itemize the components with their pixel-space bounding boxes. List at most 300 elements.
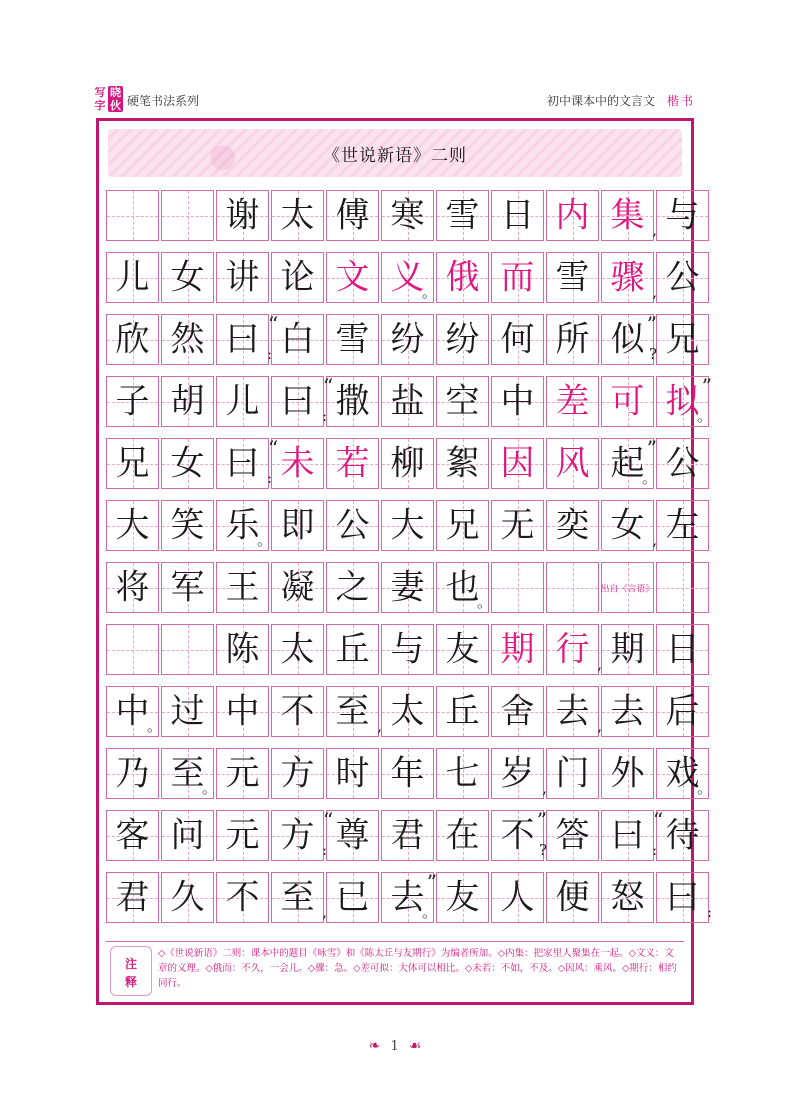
grid-cell bbox=[656, 500, 709, 551]
grid-cell bbox=[326, 190, 379, 241]
character: 过 bbox=[170, 690, 205, 731]
character: 公 bbox=[665, 256, 700, 297]
grid-cell bbox=[381, 810, 434, 861]
logo-right-text: 晓伙 bbox=[110, 86, 121, 112]
character: 门 bbox=[555, 752, 590, 793]
grid-cell bbox=[216, 252, 269, 303]
grid-cell bbox=[546, 810, 599, 861]
character: 儿 bbox=[225, 380, 260, 421]
character: 问 bbox=[170, 814, 205, 855]
grid-cell bbox=[601, 376, 654, 427]
series-title: 硬笔书法系列 bbox=[127, 94, 200, 108]
character: 盐 bbox=[390, 380, 425, 421]
annotation-box bbox=[106, 941, 684, 998]
character: 曰 bbox=[225, 442, 260, 483]
grid-cell bbox=[436, 438, 489, 489]
grid-cell bbox=[216, 624, 269, 675]
punctuation-mark: 。 bbox=[641, 469, 657, 487]
page-number: 1 bbox=[390, 1039, 399, 1054]
source-note: 出自《言语》 bbox=[600, 584, 655, 594]
punctuation-mark: , bbox=[377, 717, 382, 735]
grid-row bbox=[106, 314, 711, 365]
character: 元 bbox=[225, 814, 260, 855]
grid-cell bbox=[161, 376, 214, 427]
punctuation-mark: , bbox=[652, 221, 657, 239]
open-quote-mark: “ bbox=[323, 808, 334, 832]
grid-cell bbox=[106, 438, 159, 489]
highlighted-character: 可 bbox=[610, 380, 645, 421]
grid-cell bbox=[216, 314, 272, 365]
title-banner bbox=[108, 129, 682, 177]
logo-left-text: 写字 bbox=[94, 86, 106, 112]
grid-cell bbox=[381, 624, 434, 675]
character: 曰 bbox=[665, 876, 700, 917]
character: 之 bbox=[335, 566, 370, 607]
character: 君 bbox=[390, 814, 425, 855]
character: 不 bbox=[500, 814, 535, 855]
highlighted-character: 文 bbox=[335, 256, 370, 297]
grid-cell bbox=[216, 748, 269, 799]
character: 中 bbox=[115, 690, 150, 731]
character: 曰 bbox=[225, 318, 260, 359]
grid-cell bbox=[436, 252, 489, 303]
grid-cell bbox=[106, 190, 159, 241]
grid-cell bbox=[106, 748, 159, 799]
punctuation-mark: : bbox=[321, 841, 327, 859]
grid-row bbox=[106, 190, 711, 241]
character: 已 bbox=[335, 876, 370, 917]
punctuation-mark: , bbox=[597, 717, 602, 735]
grid-cell bbox=[161, 810, 214, 861]
highlighted-character: 而 bbox=[500, 256, 535, 297]
grid-cell bbox=[491, 314, 544, 365]
character: 大 bbox=[115, 504, 150, 545]
character: 王 bbox=[225, 566, 260, 607]
grid-cell bbox=[381, 190, 434, 241]
annotation-tag-char-2: 释 bbox=[124, 975, 137, 989]
grid-cell bbox=[106, 314, 159, 365]
character: 至 bbox=[280, 876, 315, 917]
highlighted-character: 若 bbox=[335, 442, 370, 483]
grid-cell bbox=[326, 624, 379, 675]
grid-row bbox=[106, 376, 711, 427]
grid-cell bbox=[106, 252, 159, 303]
character: 欣 bbox=[115, 318, 150, 359]
grid-cell bbox=[271, 810, 327, 861]
character: 乃 bbox=[115, 752, 150, 793]
character: 方 bbox=[280, 752, 315, 793]
close-quote-mark: ” bbox=[701, 374, 712, 398]
character: 不 bbox=[225, 876, 260, 917]
grid-cell bbox=[436, 810, 489, 861]
character: 凝 bbox=[280, 566, 315, 607]
punctuation-mark: 。 bbox=[696, 407, 712, 425]
character: 公 bbox=[335, 504, 370, 545]
character: 元 bbox=[225, 752, 260, 793]
grid-cell bbox=[546, 872, 599, 923]
character: 雪 bbox=[555, 256, 590, 297]
character: 乐 bbox=[225, 504, 260, 545]
grid-cell bbox=[381, 252, 437, 303]
grid-cell bbox=[601, 872, 654, 923]
grid-cell bbox=[656, 686, 709, 737]
character: 女 bbox=[170, 256, 205, 297]
character: 在 bbox=[445, 814, 480, 855]
character: 人 bbox=[500, 876, 535, 917]
grid-cell bbox=[656, 748, 712, 799]
character: 戏 bbox=[665, 752, 700, 793]
practice-frame bbox=[96, 118, 712, 1005]
character: 所 bbox=[555, 318, 590, 359]
grid-cell bbox=[326, 872, 379, 923]
character: 时 bbox=[335, 752, 370, 793]
highlighted-character: 拟 bbox=[665, 380, 700, 421]
grid-cell bbox=[601, 312, 657, 365]
highlighted-character: 骤 bbox=[610, 256, 645, 297]
grid-cell bbox=[656, 374, 712, 427]
character: 太 bbox=[280, 628, 315, 669]
highlighted-character: 期 bbox=[500, 628, 535, 669]
grid-cell bbox=[161, 624, 214, 675]
highlighted-character: 义 bbox=[390, 256, 425, 297]
grid-cell bbox=[436, 872, 489, 923]
character: 奕 bbox=[555, 504, 590, 545]
open-quote-mark: “ bbox=[268, 436, 279, 460]
highlighted-character: 行 bbox=[555, 628, 590, 669]
grid-cell bbox=[161, 438, 214, 489]
grid-cell bbox=[546, 500, 599, 551]
grid-cell bbox=[656, 314, 709, 365]
character: 也 bbox=[445, 566, 480, 607]
grid-cell bbox=[216, 190, 269, 241]
grid-cell bbox=[161, 190, 214, 241]
character: 起 bbox=[610, 442, 645, 483]
character: 方 bbox=[280, 814, 315, 855]
book-name: 初中课本中的文言文 bbox=[546, 94, 655, 108]
grid-cell bbox=[546, 190, 599, 241]
character: 不 bbox=[280, 690, 315, 731]
grid-cell bbox=[106, 686, 162, 737]
grid-cell bbox=[656, 190, 709, 241]
character: 与 bbox=[390, 628, 425, 669]
grid-cell bbox=[491, 500, 544, 551]
punctuation-mark: : bbox=[706, 903, 712, 921]
character: 左 bbox=[665, 504, 700, 545]
grid-cell bbox=[601, 624, 654, 675]
grid-cell bbox=[216, 500, 272, 551]
character: 中 bbox=[500, 380, 535, 421]
grid-cell bbox=[436, 624, 489, 675]
grid-cell bbox=[381, 870, 437, 923]
grid-cell bbox=[601, 748, 654, 799]
character: 曰 bbox=[610, 814, 645, 855]
highlighted-character: 集 bbox=[610, 194, 645, 235]
close-quote-mark: ” bbox=[646, 436, 657, 460]
character: 舍 bbox=[500, 690, 535, 731]
character: 寒 bbox=[390, 194, 425, 235]
grid-cell bbox=[326, 562, 379, 613]
grid-cell bbox=[326, 686, 382, 737]
character: 岁 bbox=[500, 752, 535, 793]
grid-cell bbox=[436, 190, 489, 241]
punctuation-mark: 。 bbox=[421, 903, 437, 921]
grid-cell bbox=[271, 500, 324, 551]
character: 怒 bbox=[610, 876, 645, 917]
grid-cell bbox=[271, 562, 324, 613]
grid-cell bbox=[271, 252, 324, 303]
grid-cell bbox=[601, 686, 654, 737]
grid-cell bbox=[601, 436, 657, 489]
page-footer bbox=[0, 1038, 790, 1054]
book-title bbox=[547, 92, 695, 109]
grid-cell bbox=[491, 686, 544, 737]
character: 去 bbox=[390, 876, 425, 917]
grid-cell bbox=[491, 252, 544, 303]
character: 女 bbox=[610, 504, 645, 545]
grid-cell bbox=[656, 252, 709, 303]
character: 即 bbox=[280, 504, 315, 545]
grid-cell bbox=[546, 624, 602, 675]
open-quote-mark: “ bbox=[653, 808, 664, 832]
grid-cell bbox=[491, 190, 544, 241]
character: 丘 bbox=[445, 690, 480, 731]
grid-row bbox=[106, 624, 711, 675]
character: 雪 bbox=[445, 194, 480, 235]
character: 七 bbox=[445, 752, 480, 793]
annotation-tag bbox=[110, 946, 152, 996]
character: 便 bbox=[555, 876, 590, 917]
character: 后 bbox=[665, 690, 700, 731]
grid-cell bbox=[436, 686, 489, 737]
open-quote-mark: “ bbox=[323, 374, 334, 398]
grid-cell bbox=[491, 562, 544, 613]
grid-cell bbox=[326, 438, 379, 489]
grid-cell bbox=[436, 748, 489, 799]
close-quote-mark: ” bbox=[646, 312, 657, 336]
character: 日 bbox=[665, 628, 700, 669]
character: 友 bbox=[445, 876, 480, 917]
highlighted-character: 俄 bbox=[445, 256, 480, 297]
grid-cell bbox=[268, 436, 324, 489]
character: 大 bbox=[390, 504, 425, 545]
character: 曰 bbox=[280, 380, 315, 421]
character: 何 bbox=[500, 318, 535, 359]
grid-cell bbox=[601, 500, 657, 551]
punctuation-mark: 。 bbox=[421, 283, 437, 301]
character: 女 bbox=[170, 442, 205, 483]
grid-cell bbox=[656, 872, 712, 923]
character: 胡 bbox=[170, 380, 205, 421]
highlighted-character: 未 bbox=[280, 442, 315, 483]
character: 兄 bbox=[665, 318, 700, 359]
character: 中 bbox=[225, 690, 260, 731]
character: 然 bbox=[170, 318, 205, 359]
grid-row bbox=[106, 438, 711, 489]
character: 傅 bbox=[335, 194, 370, 235]
character: 讲 bbox=[225, 256, 260, 297]
character: 子 bbox=[115, 380, 150, 421]
punctuation-mark: 。 bbox=[201, 779, 217, 797]
character: 撒 bbox=[335, 380, 370, 421]
grid-cell bbox=[381, 748, 434, 799]
grid-cell bbox=[161, 872, 214, 923]
close-quote-mark: ” bbox=[426, 870, 437, 894]
grid-cell bbox=[381, 562, 434, 613]
grid-cell bbox=[216, 376, 269, 427]
grid-cell bbox=[268, 312, 324, 365]
punctuation-mark: : bbox=[651, 841, 657, 859]
grid-cell bbox=[546, 438, 599, 489]
grid-cell bbox=[381, 438, 434, 489]
punctuation-mark: ? bbox=[538, 841, 547, 859]
grid-cell bbox=[106, 624, 159, 675]
punctuation-mark: : bbox=[266, 469, 272, 487]
lesson-title: 《世说新语》二则 bbox=[323, 146, 467, 166]
grid-cell bbox=[491, 872, 544, 923]
grid-cell bbox=[381, 376, 434, 427]
punctuation-mark: : bbox=[321, 407, 327, 425]
grid-cell bbox=[271, 190, 324, 241]
open-quote-mark: “ bbox=[268, 312, 279, 336]
annotation-tag-char-1: 注 bbox=[124, 957, 137, 971]
grid-cell bbox=[546, 252, 599, 303]
grid-cell bbox=[656, 438, 709, 489]
punctuation-mark: , bbox=[597, 655, 602, 673]
grid-cell bbox=[326, 314, 379, 365]
grid-cell bbox=[436, 562, 492, 613]
character: 雪 bbox=[335, 318, 370, 359]
script-style-label: 楷书 bbox=[666, 94, 695, 108]
grid-cell bbox=[271, 872, 327, 923]
character: 无 bbox=[500, 504, 535, 545]
ornament-right-icon: ☙ bbox=[408, 1038, 422, 1054]
highlighted-character: 风 bbox=[555, 442, 590, 483]
grid-cell bbox=[216, 686, 269, 737]
punctuation-mark: 。 bbox=[696, 779, 712, 797]
character: 柳 bbox=[390, 442, 425, 483]
grid-cell bbox=[323, 374, 379, 427]
grid-cell bbox=[271, 624, 324, 675]
character: 笑 bbox=[170, 504, 205, 545]
grid-cell bbox=[381, 314, 434, 365]
grid-cell bbox=[491, 748, 547, 799]
grid-cell bbox=[106, 500, 159, 551]
grid-cell bbox=[271, 748, 324, 799]
grid-cell bbox=[323, 808, 379, 861]
grid-cell bbox=[546, 686, 602, 737]
character: 答 bbox=[555, 814, 590, 855]
page-header bbox=[93, 86, 695, 112]
character: 尊 bbox=[335, 814, 370, 855]
grid-cell bbox=[216, 562, 269, 613]
character: 白 bbox=[280, 318, 315, 359]
grid-cell bbox=[436, 314, 489, 365]
grid-cell bbox=[491, 808, 547, 861]
character: 兄 bbox=[445, 504, 480, 545]
grid-cell bbox=[106, 810, 159, 861]
character: 谢 bbox=[225, 194, 260, 235]
grid-cell bbox=[161, 748, 217, 799]
character: 纷 bbox=[390, 318, 425, 359]
grid-cell bbox=[106, 872, 159, 923]
grid-cell bbox=[216, 872, 269, 923]
punctuation-mark: , bbox=[322, 903, 327, 921]
grid-cell bbox=[326, 252, 379, 303]
grid-cell bbox=[601, 190, 657, 241]
grid-cell bbox=[326, 748, 379, 799]
grid-cell bbox=[653, 808, 709, 861]
grid-row bbox=[106, 686, 711, 737]
grid-cell bbox=[161, 500, 214, 551]
character: 丘 bbox=[335, 628, 370, 669]
character: 陈 bbox=[225, 628, 260, 669]
character: 兄 bbox=[115, 442, 150, 483]
grid-cell bbox=[601, 562, 654, 613]
highlighted-character: 内 bbox=[555, 194, 590, 235]
grid-row bbox=[106, 748, 711, 799]
grid-cell bbox=[546, 748, 599, 799]
grid-cell bbox=[106, 562, 159, 613]
grid-cell bbox=[271, 376, 327, 427]
character: 妻 bbox=[390, 566, 425, 607]
grid-cell bbox=[436, 376, 489, 427]
character: 纷 bbox=[445, 318, 480, 359]
grid-cell bbox=[106, 376, 159, 427]
grid-cell bbox=[161, 562, 214, 613]
punctuation-mark: , bbox=[652, 531, 657, 549]
character: 去 bbox=[555, 690, 590, 731]
punctuation-mark: 。 bbox=[476, 593, 492, 611]
grid-cell bbox=[161, 314, 214, 365]
grid-cell bbox=[601, 252, 657, 303]
close-quote-mark: ” bbox=[536, 808, 547, 832]
character: 与 bbox=[665, 194, 700, 235]
ornament-left-icon: ❧ bbox=[368, 1038, 381, 1054]
grid-cell bbox=[326, 500, 379, 551]
grid-row bbox=[106, 500, 711, 551]
character: 友 bbox=[445, 628, 480, 669]
character: 将 bbox=[115, 566, 150, 607]
highlighted-character: 因 bbox=[500, 442, 535, 483]
character: 似 bbox=[610, 318, 645, 359]
grid-cell bbox=[216, 810, 269, 861]
punctuation-mark: , bbox=[542, 779, 547, 797]
character: 絮 bbox=[445, 442, 480, 483]
highlighted-character: 差 bbox=[555, 380, 590, 421]
character: 日 bbox=[500, 194, 535, 235]
grid-cell bbox=[491, 624, 544, 675]
character: 外 bbox=[610, 752, 645, 793]
character: 客 bbox=[115, 814, 150, 855]
grid-row bbox=[106, 562, 711, 613]
character: 太 bbox=[390, 690, 425, 731]
grid-cell bbox=[161, 686, 214, 737]
grid-cell bbox=[381, 500, 434, 551]
character: 去 bbox=[610, 690, 645, 731]
character: 至 bbox=[335, 690, 370, 731]
character: 至 bbox=[170, 752, 205, 793]
punctuation-mark: 。 bbox=[146, 717, 162, 735]
punctuation-mark: : bbox=[266, 345, 272, 363]
grid-cell bbox=[546, 314, 599, 365]
punctuation-mark: , bbox=[652, 283, 657, 301]
character: 太 bbox=[280, 194, 315, 235]
character: 儿 bbox=[115, 256, 150, 297]
grid-cell bbox=[656, 624, 709, 675]
character: 年 bbox=[390, 752, 425, 793]
grid-row bbox=[106, 252, 711, 303]
series-logo bbox=[93, 86, 123, 112]
